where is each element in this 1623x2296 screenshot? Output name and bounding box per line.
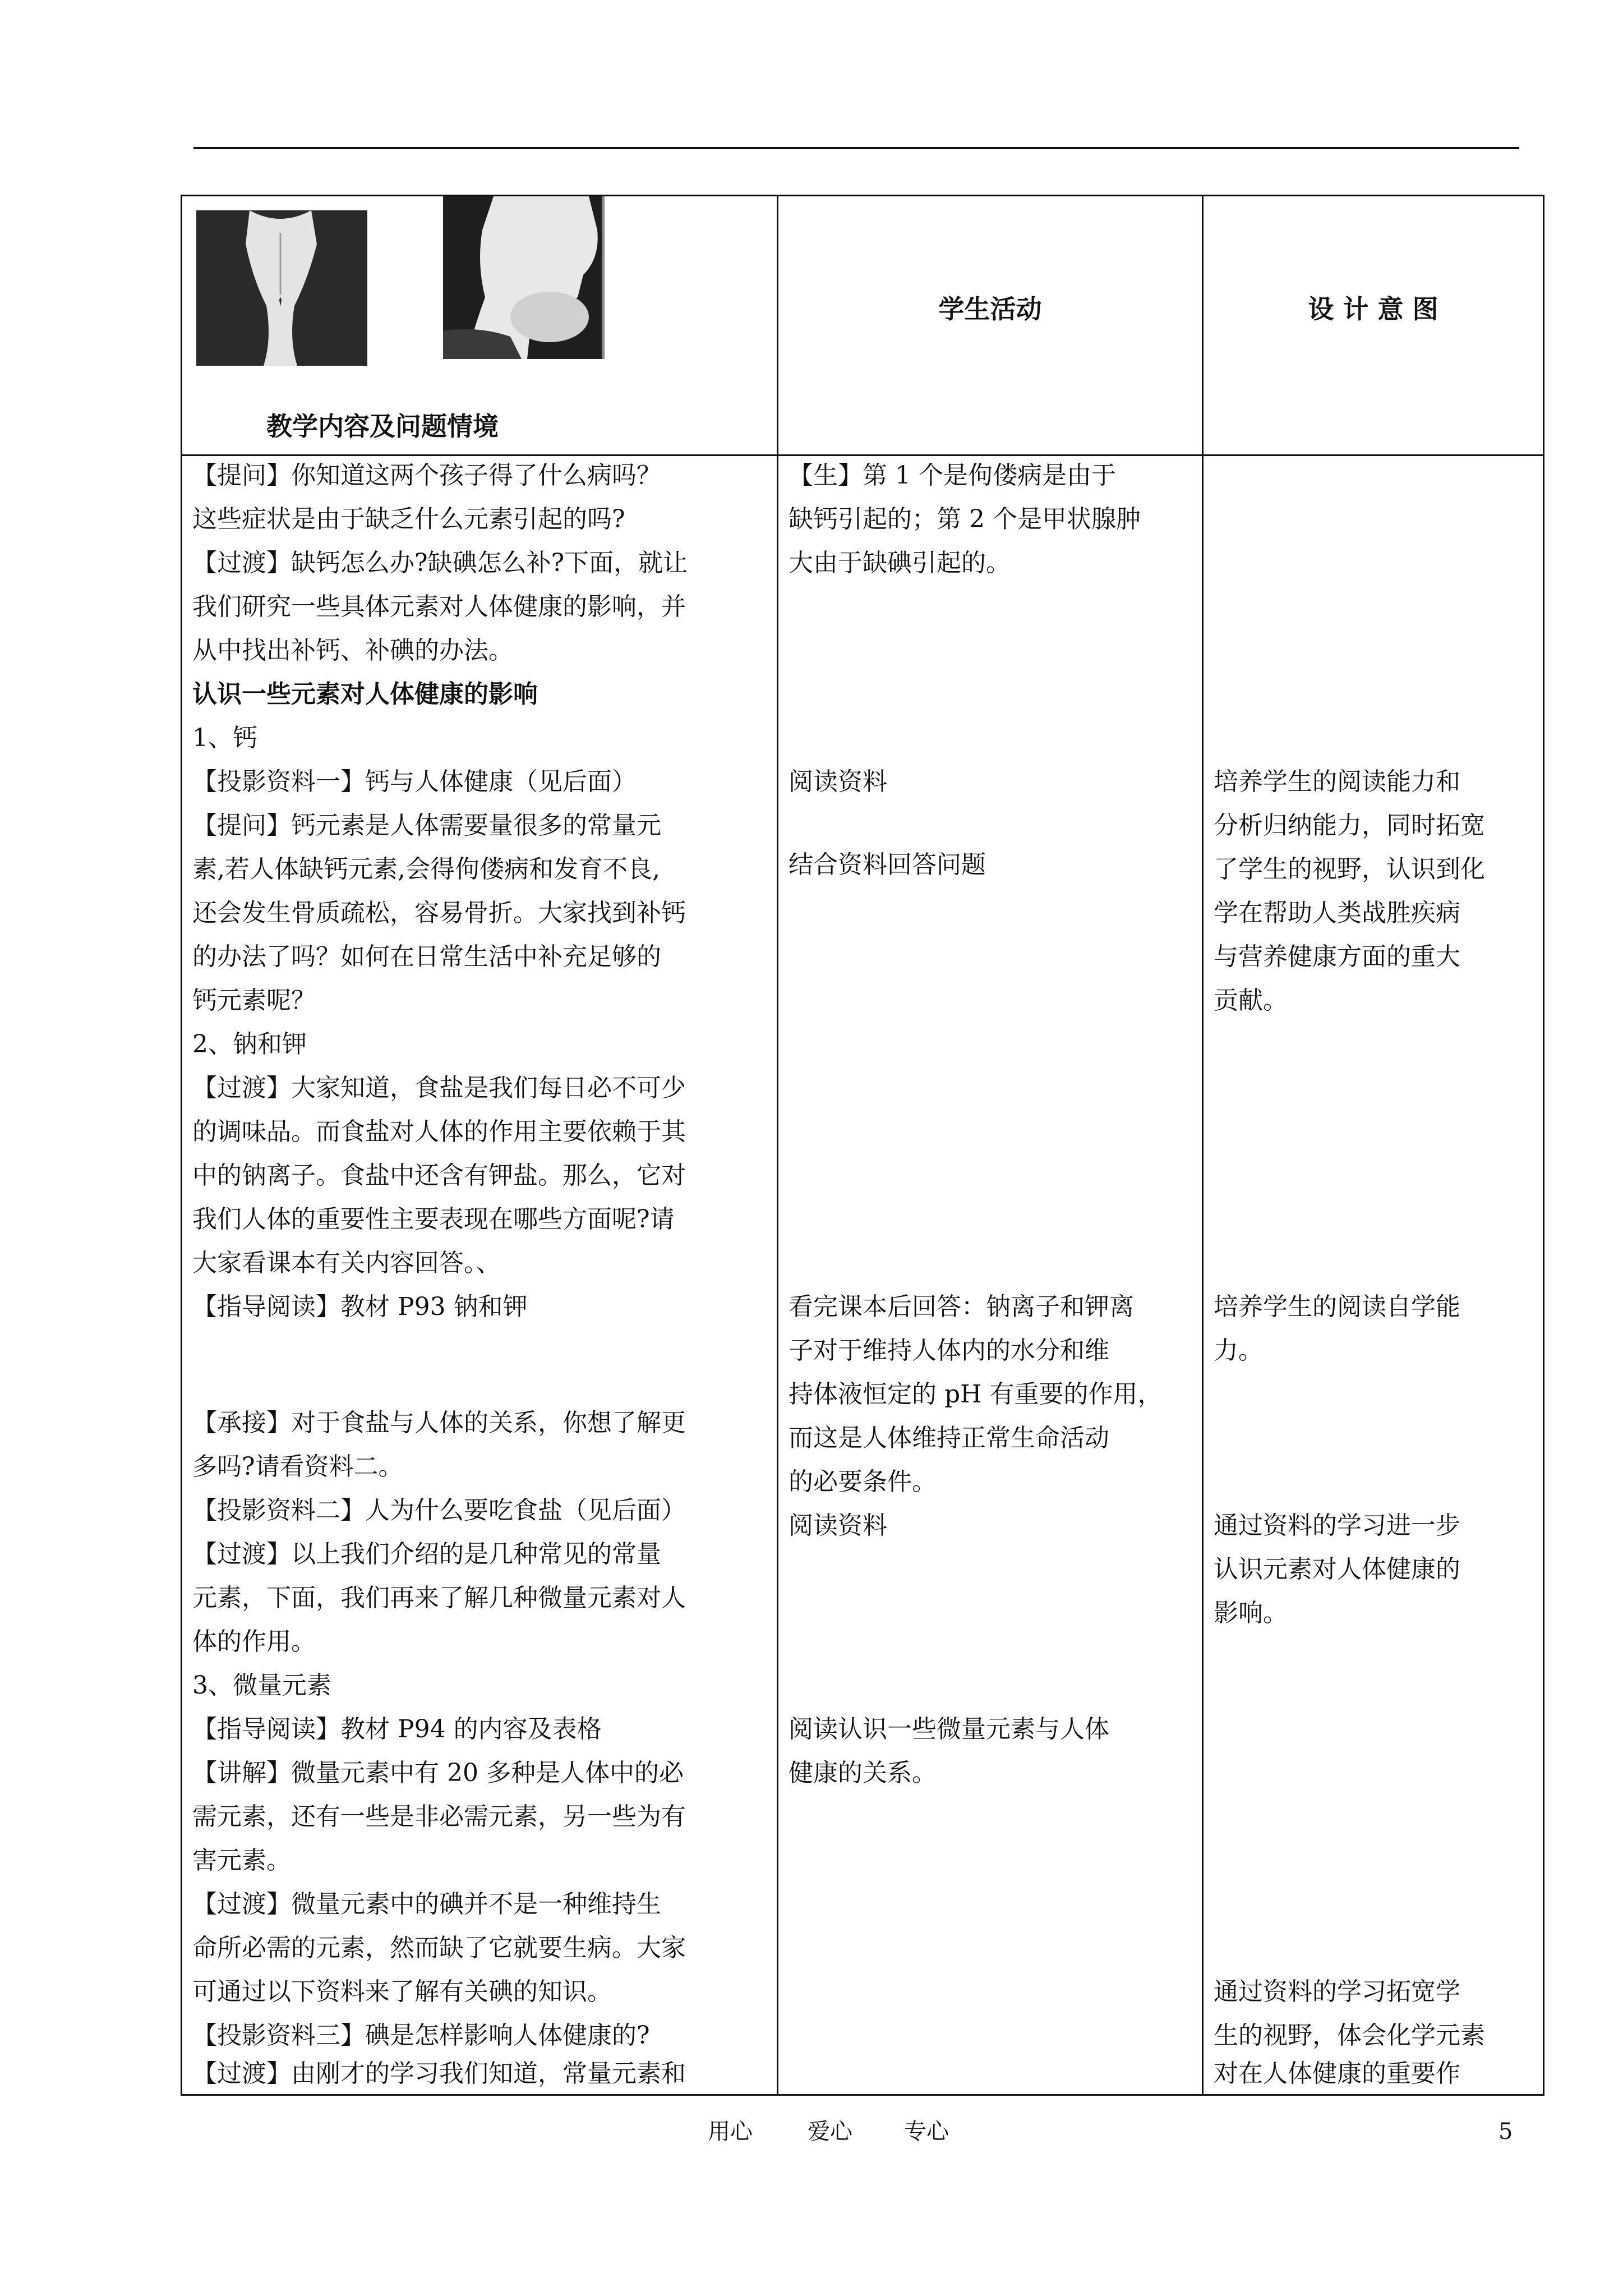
- goiter-child-photo: [443, 196, 605, 359]
- activity-line: 持体液恒定的 pH 有重要的作用，: [789, 1380, 1163, 1409]
- activity-line: 阅读认识一些微量元素与人体: [789, 1715, 1109, 1743]
- content-line: 【投影资料一】钙与人体健康（见后面）: [192, 767, 637, 796]
- activity-line: 阅读资料: [789, 1511, 887, 1540]
- subsection-heading: 1、钙: [192, 724, 257, 752]
- header-intent-title: 设 计 意 图: [1308, 294, 1438, 324]
- content-line: 【过渡】由刚才的学习我们知道，常量元素和: [192, 2059, 686, 2088]
- content-line: 还会发生骨质疏松，容易骨折。大家找到补钙: [192, 899, 686, 927]
- content-line: 【过渡】微量元素中的碘并不是一种维持生: [192, 1890, 661, 1918]
- header-cell-content: [182, 196, 778, 455]
- content-line: 【过渡】大家知道，食盐是我们每日必不可少: [192, 1074, 686, 1102]
- rickets-legs-photo: [196, 210, 367, 366]
- content-line: 【提问】钙元素是人体需要量很多的常量元: [192, 811, 661, 840]
- footer-motto-2: 爱心: [808, 2119, 852, 2145]
- body-cell-intent: [1203, 455, 1544, 2095]
- activity-line: 子对于维持人体内的水分和维: [789, 1336, 1109, 1365]
- header-activity-title: 学生活动: [938, 294, 1042, 324]
- body-cell-activity: [778, 455, 1203, 2095]
- activity-line: 看完课本后回答：钠离子和钾离: [789, 1292, 1134, 1321]
- content-line: 多吗?请看资料二。: [192, 1452, 403, 1481]
- content-line: 【投影资料二】人为什么要吃食盐（见后面）: [192, 1496, 686, 1525]
- content-line: 钙元素呢？: [192, 986, 316, 1015]
- body-cell-content: [182, 455, 778, 2095]
- header-cell-intent: [1203, 196, 1544, 455]
- content-line: 体的作用。: [192, 1627, 316, 1656]
- intent-line: 对在人体健康的重要作: [1214, 2059, 1460, 2088]
- content-line: 素,若人体缺钙元素,会得佝偻病和发育不良,: [192, 855, 660, 884]
- content-line: 【提问】你知道这两个孩子得了什么病吗？: [192, 461, 661, 490]
- intent-line: 力。: [1214, 1336, 1263, 1365]
- intent-line: 贡献。: [1214, 986, 1288, 1015]
- content-line: 我们研究一些具体元素对人体健康的影响，并: [192, 592, 686, 621]
- content-line: 【讲解】微量元素中有 20 多种是人体中的必: [192, 1759, 684, 1787]
- content-line: 大家看课本有关内容回答。、: [192, 1249, 501, 1277]
- footer-motto-3: 专心: [904, 2119, 949, 2145]
- content-line: 中的钠离子。食盐中还含有钾盐。那么，它对: [192, 1161, 686, 1190]
- content-line: 【指导阅读】教材 P94 的内容及表格: [192, 1715, 602, 1743]
- intent-line: 培养学生的阅读能力和: [1214, 767, 1460, 796]
- intent-line: 通过资料的学习拓宽学: [1214, 1977, 1460, 2006]
- content-line: 命所必需的元素，然而缺了它就要生病。大家: [192, 1934, 686, 1962]
- intent-line: 了学生的视野，认识到化: [1214, 855, 1485, 884]
- activity-line: 健康的关系。: [789, 1759, 937, 1787]
- intent-line: 认识元素对人体健康的: [1214, 1555, 1460, 1584]
- content-line: 从中找出补钙、补碘的办法。: [192, 636, 513, 665]
- activity-line: 而这是人体维持正常生命活动: [789, 1424, 1109, 1452]
- header-rule: [193, 147, 1519, 149]
- activity-line: 结合资料回答问题: [789, 850, 986, 879]
- table-header-row: [182, 196, 1544, 455]
- intent-line: 与营养健康方面的重大: [1214, 942, 1460, 971]
- content-line: 需元素，还有一些是非必需元素，另一些为有: [192, 1802, 686, 1831]
- activity-line: 缺钙引起的；第 2 个是甲状腺肿: [789, 505, 1141, 533]
- content-line: 【过渡】以上我们介绍的是几种常见的常量: [192, 1540, 661, 1568]
- content-line: 我们人体的重要性主要表现在哪些方面呢?请: [192, 1205, 675, 1234]
- page-number: 5: [1498, 2119, 1513, 2145]
- content-line: 这些症状是由于缺乏什么元素引起的吗?: [192, 505, 625, 533]
- intent-line: 影响。: [1214, 1599, 1288, 1627]
- intent-line: 生的视野，体会化学元素: [1214, 2021, 1485, 2050]
- activity-line: 的必要条件。: [789, 1467, 937, 1496]
- subsection-heading: 2、钠和钾: [192, 1030, 307, 1059]
- activity-line: 【生】第 1 个是佝偻病是由于: [789, 461, 1116, 490]
- content-line: 可通过以下资料来了解有关碘的知识。: [192, 1977, 612, 2006]
- content-line: 【投影资料三】碘是怎样影响人体健康的?: [192, 2021, 650, 2050]
- content-line: 【过渡】缺钙怎么办?缺碘怎么补?下面，就让: [192, 549, 688, 577]
- activity-line: 阅读资料: [789, 767, 887, 796]
- content-line: 害元素。: [192, 1846, 291, 1875]
- intent-line: 培养学生的阅读自学能: [1214, 1292, 1460, 1321]
- section-heading: 认识一些元素对人体健康的影响: [192, 680, 538, 708]
- content-line: 元素，下面，我们再来了解几种微量元素对人: [192, 1584, 686, 1612]
- intent-line: 通过资料的学习进一步: [1214, 1511, 1460, 1540]
- content-line: 的办法了吗？如何在日常生活中补充足够的: [192, 942, 661, 971]
- header-cell-activity: [778, 196, 1203, 455]
- intent-line: 分析归纳能力，同时拓宽: [1214, 811, 1485, 840]
- table-body-row: [182, 455, 1544, 2095]
- header-content-title: 教学内容及问题情境: [266, 411, 499, 441]
- intent-line: 学在帮助人类战胜疾病: [1214, 899, 1460, 927]
- content-line: 【承接】对于食盐与人体的关系，你想了解更: [192, 1409, 686, 1437]
- activity-line: 大由于缺碘引起的。: [789, 549, 1011, 577]
- subsection-heading: 3、微量元素: [192, 1671, 331, 1700]
- lesson-plan-table: [181, 195, 1544, 2096]
- content-line: 的调味品。而食盐对人体的作用主要依赖于其: [192, 1117, 686, 1146]
- footer-motto-1: 用心: [708, 2119, 753, 2145]
- content-line: 【指导阅读】教材 P93 钠和钾: [192, 1292, 528, 1321]
